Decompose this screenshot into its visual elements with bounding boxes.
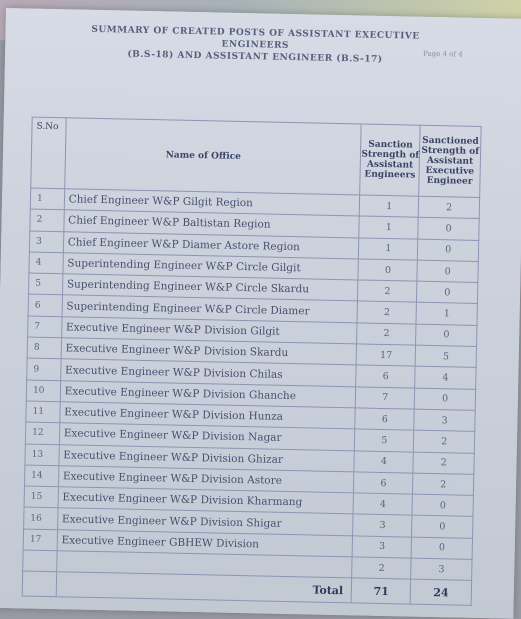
row-ae-value: 7: [356, 387, 415, 410]
header-aee-strength: Sanctioned Strength of Assistant Executive Engineer: [419, 125, 481, 197]
row-office-name: Executive Engineer W&P Division Shigar: [57, 508, 353, 535]
row-aee-value: 1: [416, 303, 477, 326]
row-sno: 12: [25, 422, 59, 444]
row-sno: 7: [28, 316, 62, 338]
row-aee-value: 0: [412, 494, 473, 517]
row-sno: 11: [26, 401, 60, 423]
row-ae-value: 2: [352, 557, 411, 580]
row-ae-value: 6: [356, 365, 415, 388]
row-sno: 9: [27, 358, 61, 380]
row-aee-value: 0: [412, 516, 473, 539]
row-sno: 13: [25, 444, 59, 466]
table-header-row: [31, 117, 481, 197]
row-sno: 15: [24, 486, 58, 508]
document-title: [60, 23, 451, 67]
row-aee-value: 5: [415, 345, 476, 368]
header-sno: S.No: [31, 117, 66, 189]
row-aee-value: 3: [411, 558, 472, 581]
row-aee-value: 0: [415, 388, 476, 411]
row-office-name: Executive Engineer W&P Division Chilas: [60, 359, 356, 386]
document-page: [0, 8, 521, 619]
header-ae-strength: Sanction Strength of Assistant Engineers: [360, 124, 420, 196]
row-sno: 8: [27, 337, 61, 359]
row-aee-value: 2: [413, 473, 474, 496]
row-office-name: Superintending Engineer W&P Circle Gilgit: [63, 253, 359, 280]
row-sno: 3: [29, 231, 63, 253]
row-ae-value: 1: [359, 238, 418, 261]
row-ae-value: 2: [357, 301, 416, 324]
row-sno: 16: [24, 507, 58, 529]
row-office-name: Executive Engineer W&P Division Ghanche: [60, 380, 356, 407]
row-office-name: Executive Engineer W&P Division Astore: [58, 466, 354, 493]
row-ae-value: 6: [354, 472, 413, 495]
row-aee-value: 0: [417, 260, 478, 283]
row-ae-value: 2: [358, 280, 417, 303]
row-aee-value: 2: [414, 430, 475, 453]
row-ae-value: 17: [356, 344, 415, 367]
row-ae-value: 4: [353, 493, 412, 516]
total-ae: 71: [351, 578, 411, 604]
row-aee-value: 0: [416, 324, 477, 347]
row-office-name: Executive Engineer W&P Division Gilgit: [61, 317, 357, 344]
row-office-name: Executive Engineer W&P Division Kharmang: [58, 487, 354, 514]
row-office-name: Executive Engineer W&P Division Ghizar: [59, 444, 355, 471]
posts-table: [22, 117, 482, 607]
row-sno: 17: [23, 529, 57, 551]
row-sno: 4: [29, 252, 63, 274]
row-aee-value: 2: [413, 452, 474, 475]
total-aee: 24: [410, 579, 471, 605]
page-number: Page 4 of 4: [423, 49, 463, 59]
row-ae-value: 6: [355, 408, 414, 431]
row-ae-value: 5: [355, 429, 414, 452]
row-ae-value: 1: [359, 216, 418, 239]
row-aee-value: 3: [414, 409, 475, 432]
row-ae-value: 3: [353, 514, 412, 537]
row-sno: 1: [30, 188, 64, 210]
row-aee-value: 0: [411, 537, 472, 560]
total-sno-cell: [22, 571, 56, 597]
row-office-name: Superintending Engineer W&P Circle Skardu: [62, 274, 358, 301]
row-aee-value: 0: [417, 281, 478, 304]
row-aee-value: 2: [419, 196, 480, 219]
row-office-name: Executive Engineer W&P Division Hunza: [59, 402, 355, 429]
row-office-name: Executive Engineer W&P Division Skardu: [61, 338, 357, 365]
title-line-2: (B.S-18) AND ASSISTANT ENGINEER (B.S-17): [127, 49, 383, 65]
row-office-name: Chief Engineer W&P Gilgit Region: [64, 189, 360, 216]
row-office-name: Executive Engineer W&P Division Nagar: [59, 423, 355, 450]
row-office-name: Superintending Engineer W&P Circle Diamer: [62, 295, 358, 322]
row-ae-value: 2: [357, 323, 416, 346]
row-ae-value: 1: [360, 195, 419, 218]
row-sno: 5: [29, 273, 63, 295]
total-label: Total: [56, 572, 352, 603]
header-office: Name of Office: [64, 118, 361, 195]
row-ae-value: 0: [358, 259, 417, 282]
row-aee-value: 4: [415, 367, 476, 390]
row-ae-value: 3: [352, 536, 411, 559]
row-sno: 14: [24, 465, 58, 487]
row-office-name: Chief Engineer W&P Baltistan Region: [64, 210, 360, 237]
row-aee-value: 0: [418, 217, 479, 240]
row-sno: 2: [30, 209, 64, 231]
row-sno: 10: [26, 380, 60, 402]
title-line-1: SUMMARY OF CREATED POSTS OF ASSISTANT EXECUTIVE ENGINEERS: [91, 24, 420, 51]
row-ae-value: 4: [354, 450, 413, 473]
row-aee-value: 0: [418, 239, 479, 262]
row-office-name: Chief Engineer W&P Diamer Astore Region: [63, 231, 359, 258]
row-sno: [23, 550, 57, 572]
row-office-name: Executive Engineer GBHEW Division: [57, 529, 353, 556]
row-sno: 6: [28, 295, 62, 317]
